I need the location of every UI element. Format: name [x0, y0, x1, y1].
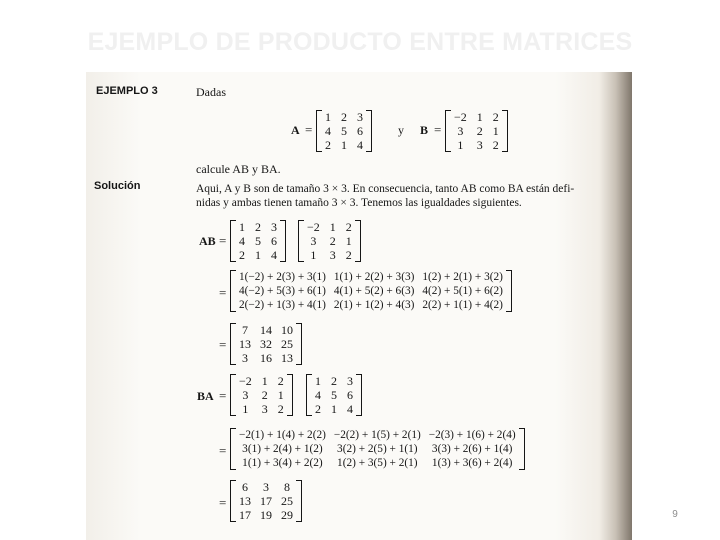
matrix-cell: 2(−2) + 1(3) + 4(1): [239, 299, 326, 311]
matrix-cell: 4(−2) + 5(3) + 6(1): [239, 285, 326, 297]
matrix-cell: 5: [331, 388, 337, 402]
matrix-cell: 3: [261, 402, 268, 416]
ab-result-matrix: [230, 323, 302, 365]
right-bracket: [366, 110, 372, 152]
matrix-cell: 13: [281, 351, 293, 365]
matrix-cell: 2: [345, 220, 352, 234]
matrix-cell: 2: [476, 124, 483, 138]
matrix-cell: 13: [239, 494, 251, 508]
right-bracket: [519, 428, 525, 470]
matrix-cell: 6: [271, 234, 277, 248]
matrix-cells: [304, 220, 355, 262]
matrix-cell: 2(2) + 1(1) + 4(2): [422, 299, 503, 311]
equals-sign: =: [219, 233, 227, 248]
matrix-cell: 3(2) + 2(5) + 1(1): [337, 443, 418, 455]
ab-factor-b: [298, 220, 361, 262]
ab-factor-a: [230, 220, 286, 262]
ba-factor-a: [306, 374, 362, 416]
right-bracket: [502, 110, 508, 152]
matrix-cell: 16: [260, 351, 272, 365]
matrix-cell: 1: [277, 388, 284, 402]
explanation-line-1: Aqui, A y B son de tamaño 3 × 3. En consecuencia, tanto AB como BA están defi-: [196, 183, 575, 195]
matrix-cell: 1: [345, 234, 352, 248]
matrix-cell: −2(1) + 1(4) + 2(2): [239, 429, 326, 441]
matrix-cell: 1: [310, 248, 317, 262]
matrix-cell: 2: [492, 110, 499, 124]
given-text: Dadas: [196, 85, 226, 99]
matrix-a: [316, 110, 372, 152]
matrix-cell: 3: [310, 234, 317, 248]
matrix-cell: 1: [476, 110, 483, 124]
matrix-b-name: B: [420, 123, 429, 137]
matrix-cells: [236, 480, 296, 522]
matrix-cell: 25: [281, 494, 293, 508]
matrix-cell: 6: [357, 124, 363, 138]
matrix-cell: 2: [341, 110, 347, 124]
conjunction-text: y: [398, 123, 404, 137]
ba-label: BA: [197, 389, 214, 403]
right-bracket: [506, 270, 512, 312]
matrix-cell: 4(1) + 5(2) + 6(3): [333, 285, 415, 297]
right-bracket: [356, 374, 362, 416]
equals-sign: =: [219, 285, 227, 300]
matrix-cell: 25: [281, 337, 293, 351]
matrix-cell: 2: [255, 220, 261, 234]
matrix-cell: 1: [239, 220, 245, 234]
matrix-cell: −2: [307, 220, 320, 234]
matrix-cell: 4: [239, 234, 245, 248]
matrix-cell: 3: [242, 351, 248, 365]
matrix-cells: [236, 220, 280, 262]
slide-title: EJEMPLO DE PRODUCTO ENTRE MATRICES: [87, 28, 633, 56]
matrix-cell: 17: [260, 494, 272, 508]
matrix-cells: [236, 323, 296, 365]
matrix-cell: 3: [457, 124, 464, 138]
matrix-cell: 5: [341, 124, 347, 138]
matrix-cell: 6: [347, 388, 353, 402]
example-label: EJEMPLO 3: [96, 85, 158, 97]
right-bracket: [355, 220, 361, 262]
matrix-cell: −2(3) + 1(6) + 2(4): [428, 429, 516, 441]
ba-expanded-matrix: [230, 428, 525, 470]
matrix-cell: 6: [242, 480, 248, 494]
matrix-cell: 2: [492, 138, 499, 152]
page-number: 9: [672, 509, 678, 520]
matrix-cell: 14: [260, 323, 272, 337]
matrix-cells: [236, 270, 506, 312]
matrix-cell: 2: [315, 402, 321, 416]
matrix-cell: 2(1) + 1(2) + 4(3): [333, 299, 415, 311]
matrix-cell: 7: [242, 323, 248, 337]
matrix-cell: −2(2) + 1(5) + 2(1): [333, 429, 421, 441]
matrix-cell: 3: [357, 110, 363, 124]
matrix-cell: 3(3) + 2(6) + 1(4): [431, 443, 513, 455]
ab-expanded-matrix: [230, 270, 512, 312]
matrix-cell: 8: [284, 480, 290, 494]
matrix-cells: [312, 374, 356, 416]
matrix-cell: −2: [239, 374, 252, 388]
matrix-cell: 19: [260, 508, 272, 522]
matrix-cells: [451, 110, 502, 152]
equals-sign: =: [219, 443, 227, 458]
matrix-cell: 4: [315, 388, 321, 402]
matrix-cells: [322, 110, 366, 152]
matrix-cell: 1(−2) + 2(3) + 3(1): [239, 271, 326, 283]
matrix-cell: 1: [325, 110, 331, 124]
matrix-cell: 2: [329, 234, 336, 248]
matrix-cell: 4(2) + 5(1) + 6(2): [422, 285, 503, 297]
matrix-cell: 1(3) + 3(6) + 2(4): [431, 457, 513, 469]
matrix-cell: 29: [281, 508, 293, 522]
equals-sign: =: [219, 337, 227, 352]
matrix-cell: 1(2) + 3(5) + 2(1): [337, 457, 418, 469]
matrix-cell: 3(1) + 2(4) + 1(2): [242, 443, 323, 455]
matrix-cell: 3: [271, 220, 277, 234]
matrix-cell: 4: [357, 138, 363, 152]
matrix-cell: 1(1) + 2(2) + 3(3): [333, 271, 415, 283]
matrix-cells: [236, 428, 519, 470]
matrix-cell: 5: [255, 234, 261, 248]
matrix-b: [445, 110, 508, 152]
matrix-cell: 2: [277, 374, 284, 388]
matrix-cell: 1(2) + 2(1) + 3(2): [422, 271, 503, 283]
matrix-cell: 1: [261, 374, 268, 388]
matrix-cell: 3: [242, 388, 249, 402]
equals-sign: =: [305, 122, 313, 137]
matrix-cell: −2: [454, 110, 467, 124]
right-bracket: [296, 323, 302, 365]
matrix-cell: 2: [239, 248, 245, 262]
matrix-cell: 4: [325, 124, 331, 138]
matrix-cell: 1: [315, 374, 321, 388]
equals-sign: =: [219, 388, 227, 403]
matrix-cell: 3: [263, 480, 269, 494]
matrix-cell: 13: [239, 337, 251, 351]
matrix-cell: 1: [457, 138, 464, 152]
matrix-cell: 2: [345, 248, 352, 262]
equals-sign: =: [434, 122, 442, 137]
right-bracket: [280, 220, 286, 262]
matrix-cell: 2: [325, 138, 331, 152]
explanation-line-2: nidas y ambas tienen tamaño 3 × 3. Tenemos las igualdades siguientes.: [196, 197, 522, 209]
matrix-cell: 10: [281, 323, 293, 337]
matrix-cell: 1: [329, 220, 336, 234]
calculate-text: calcule AB y BA.: [196, 162, 281, 176]
ba-result-matrix: [230, 480, 302, 522]
matrix-cell: 3: [476, 138, 483, 152]
right-bracket: [296, 480, 302, 522]
solution-label: Solución: [94, 180, 141, 192]
ab-label: AB: [199, 234, 216, 248]
matrix-cell: 3: [347, 374, 353, 388]
matrix-cell: 1(1) + 3(4) + 2(2): [242, 457, 323, 469]
matrix-cell: 1: [492, 124, 499, 138]
matrix-cell: 32: [260, 337, 272, 351]
matrix-cell: 1: [242, 402, 249, 416]
matrix-cell: 3: [329, 248, 336, 262]
matrix-cell: 4: [347, 402, 353, 416]
ba-factor-b: [230, 374, 293, 416]
matrix-cell: 1: [331, 402, 337, 416]
matrix-cell: 2: [277, 402, 284, 416]
matrix-cell: 2: [331, 374, 337, 388]
scanned-textbook-page: [86, 72, 632, 540]
matrix-cell: 1: [255, 248, 261, 262]
matrix-cell: 2: [261, 388, 268, 402]
matrix-cell: 17: [239, 508, 251, 522]
equals-sign: =: [219, 495, 227, 510]
matrix-cell: 4: [271, 248, 277, 262]
right-bracket: [287, 374, 293, 416]
matrix-a-name: A: [291, 123, 300, 137]
matrix-cells: [236, 374, 287, 416]
matrix-cell: 1: [341, 138, 347, 152]
